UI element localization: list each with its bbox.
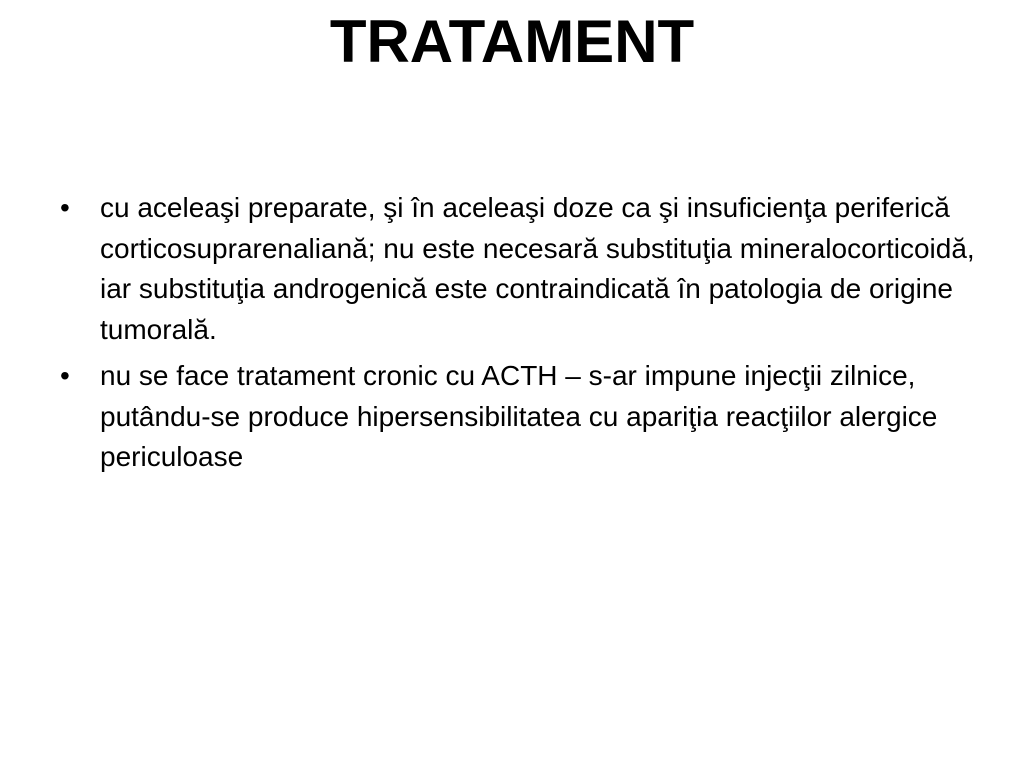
slide-title: TRATAMENT (329, 8, 695, 75)
bullet-dot-icon: • (60, 360, 70, 391)
bullet-text: nu se face tratament cronic cu ACTH – s-ar impune injecţii zilnice, putându-se produce hipersensibilitatea cu apariţia reacţiilor alergice periculoase (100, 360, 938, 472)
bullet-dot-icon: • (60, 192, 70, 223)
bullet-item (56, 356, 976, 478)
bullet-item (56, 188, 976, 350)
bullet-list (56, 188, 976, 484)
bullet-text: cu aceleaşi preparate, şi în aceleaşi doze ca şi insuficienţa periferică corticosuprarenaliană; nu este necesară substituţia mineralocorticoidă, iar substituţia androgenică este contraindicată în patologia de origine tumorală. (100, 192, 975, 345)
